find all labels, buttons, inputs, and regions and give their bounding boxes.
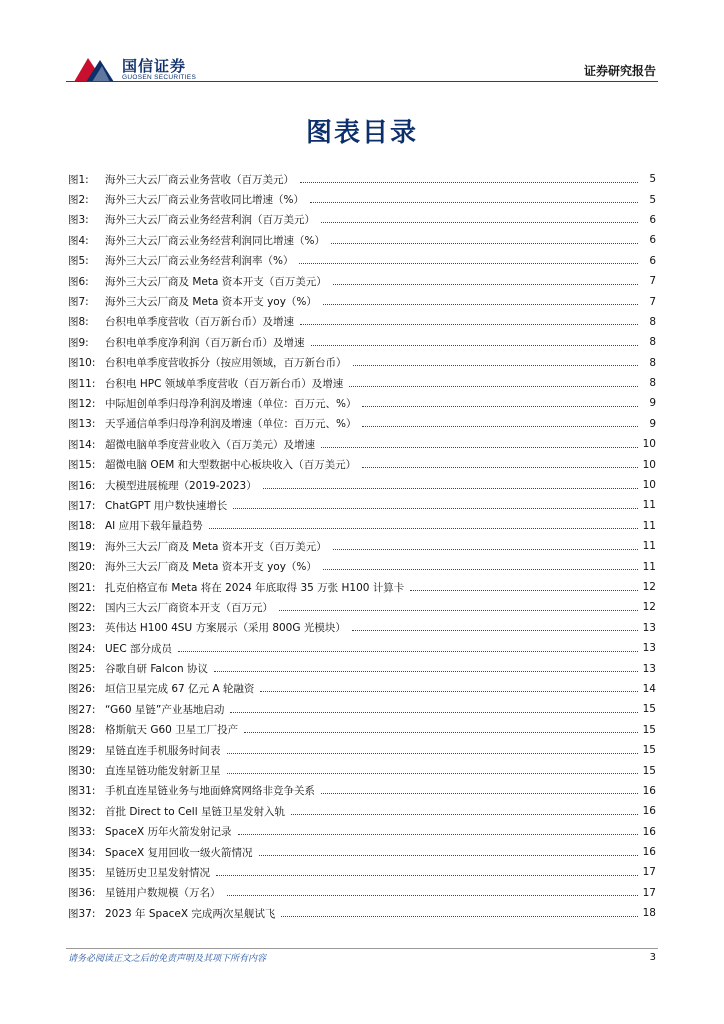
toc-dot-leader — [323, 569, 638, 570]
toc-dot-leader — [321, 793, 638, 794]
toc-entry[interactable] — [68, 353, 656, 373]
toc-entry-page: 10 — [642, 458, 656, 471]
toc-entry-title: 海外三大云厂商云业务经营利润率（%） — [105, 255, 294, 268]
toc-dot-leader — [323, 304, 638, 305]
toc-entry-page: 15 — [642, 744, 656, 757]
toc-entry[interactable] — [68, 189, 656, 209]
toc-entry[interactable] — [68, 271, 656, 291]
toc-entry[interactable] — [68, 842, 656, 862]
toc-entry-number: 图11: — [68, 377, 96, 390]
toc-entry-page: 16 — [642, 784, 656, 797]
toc-entry-number: 图27: — [68, 703, 96, 716]
toc-entry[interactable] — [68, 679, 656, 699]
toc-entry-page: 6 — [649, 254, 656, 267]
toc-dot-leader — [353, 365, 639, 366]
toc-entry-number: 图8: — [68, 316, 89, 329]
toc-entry-number: 图1: — [68, 173, 89, 186]
toc-dot-leader — [263, 488, 638, 489]
toc-entry-page: 13 — [642, 642, 656, 655]
toc-entry-page: 13 — [642, 662, 656, 675]
toc-entry-page: 16 — [642, 805, 656, 818]
toc-entry-title: 中际旭创单季归母净利润及增速（单位：百万元、%） — [105, 397, 357, 410]
toc-entry-number: 图16: — [68, 479, 96, 492]
toc-entry-number: 图2: — [68, 194, 89, 207]
toc-entry[interactable] — [68, 638, 656, 658]
toc-entry-number: 图12: — [68, 397, 96, 410]
toc-entry[interactable] — [68, 495, 656, 515]
toc-entry-title: 超微电脑单季度营业收入（百万美元）及增速 — [105, 438, 315, 451]
toc-entry[interactable] — [68, 210, 656, 230]
toc-entry-page: 8 — [649, 315, 656, 328]
toc-entry-title: 星链历史卫星发射情况 — [105, 866, 210, 879]
toc-entry-title: 海外三大云厂商云业务营收（百万美元） — [105, 173, 294, 186]
toc-entry-number: 图5: — [68, 255, 89, 268]
toc-dot-leader — [299, 263, 638, 264]
toc-entry-page: 10 — [642, 438, 656, 451]
toc-entry-page: 12 — [642, 601, 656, 614]
toc-dot-leader — [227, 895, 639, 896]
figure-toc-list — [68, 169, 656, 923]
toc-entry-number: 图7: — [68, 296, 89, 309]
toc-dot-leader — [216, 875, 638, 876]
report-type-label: 证券研究报告 — [583, 64, 656, 78]
toc-entry-number: 图18: — [68, 520, 96, 533]
page-header — [0, 0, 724, 90]
toc-dot-leader — [238, 834, 638, 835]
toc-dot-leader — [362, 467, 638, 468]
footer-divider — [66, 948, 658, 949]
toc-entry[interactable] — [68, 903, 656, 923]
toc-dot-leader — [178, 651, 638, 652]
toc-dot-leader — [410, 590, 638, 591]
toc-entry[interactable] — [68, 822, 656, 842]
toc-entry-page: 5 — [649, 173, 656, 186]
toc-entry-number: 图13: — [68, 418, 96, 431]
toc-entry-number: 图20: — [68, 561, 96, 574]
toc-dot-leader — [230, 712, 638, 713]
toc-dot-leader — [244, 732, 638, 733]
toc-entry-page: 11 — [642, 519, 656, 532]
toc-dot-leader — [227, 753, 639, 754]
toc-entry-title: ChatGPT 用户数快速增长 — [105, 499, 228, 512]
toc-entry[interactable] — [68, 577, 656, 597]
toc-entry-title: UEC 部分成员 — [105, 642, 172, 655]
toc-entry-number: 图33: — [68, 826, 96, 839]
toc-dot-leader — [279, 610, 638, 611]
toc-entry[interactable] — [68, 454, 656, 474]
toc-entry-number: 图19: — [68, 540, 96, 553]
toc-entry-title: SpaceX 复用回收一级火箭情况 — [105, 846, 253, 859]
toc-dot-leader — [352, 630, 638, 631]
toc-entry-title: SpaceX 历年火箭发射记录 — [105, 826, 232, 839]
toc-entry-page: 12 — [642, 581, 656, 593]
toc-entry-title: 海外三大云厂商及 Meta 资本开支 yoy（%） — [105, 296, 317, 309]
toc-entry[interactable] — [68, 373, 656, 393]
toc-entry-page: 7 — [649, 275, 656, 288]
toc-dot-leader — [259, 855, 638, 856]
toc-entry-page: 16 — [642, 846, 656, 859]
toc-entry-number: 图34: — [68, 846, 96, 859]
toc-dot-leader — [362, 406, 638, 407]
toc-entry-page: 9 — [649, 417, 656, 430]
toc-entry-title: 海外三大云厂商及 Meta 资本开支（百万美元） — [105, 275, 327, 288]
toc-entry[interactable] — [68, 781, 656, 801]
header-divider — [66, 81, 658, 82]
toc-entry-number: 图36: — [68, 887, 96, 900]
toc-entry-page: 6 — [649, 234, 656, 247]
toc-entry-title: 国内三大云厂商资本开支（百万元） — [105, 601, 273, 614]
toc-entry[interactable] — [68, 312, 656, 332]
toc-entry-page: 15 — [642, 723, 656, 736]
toc-entry-page: 9 — [649, 397, 656, 410]
toc-entry-title: 台积电单季度营收（百万新台币）及增速 — [105, 316, 294, 329]
toc-entry-number: 图3: — [68, 214, 89, 227]
toc-entry-title: 天孚通信单季归母净利润及增速（单位：百万元、%） — [105, 418, 357, 431]
toc-dot-leader — [333, 549, 638, 550]
toc-entry-page: 8 — [649, 336, 656, 349]
toc-entry-page: 15 — [642, 703, 656, 716]
toc-entry-number: 图24: — [68, 642, 96, 655]
toc-entry-title: 海外三大云厂商及 Meta 资本开支（百万美元） — [105, 540, 327, 553]
toc-dot-leader — [209, 528, 638, 529]
toc-entry[interactable] — [68, 475, 656, 495]
toc-entry-page: 11 — [642, 560, 656, 573]
toc-entry-number: 图14: — [68, 438, 96, 451]
logo-text-cn: 国信证券 — [122, 57, 187, 75]
toc-entry-number: 图10: — [68, 357, 96, 370]
page-title: 图表目录 — [305, 118, 418, 148]
toc-entry[interactable] — [68, 699, 656, 719]
toc-entry-page: 14 — [642, 682, 656, 695]
toc-entry-title: 2023 年 SpaceX 完成两次星舰试飞 — [105, 907, 276, 920]
toc-entry-title: “G60 星链”产业基地启动 — [105, 703, 225, 716]
toc-dot-leader — [321, 447, 638, 448]
toc-entry-title: 星链用户数规模（万名） — [105, 887, 221, 900]
toc-entry-number: 图22: — [68, 601, 96, 614]
toc-entry[interactable] — [68, 801, 656, 821]
toc-dot-leader — [311, 345, 639, 346]
toc-entry-page: 11 — [642, 499, 656, 512]
toc-entry[interactable] — [68, 883, 656, 903]
toc-entry[interactable] — [68, 862, 656, 882]
toc-entry-title: AI 应用下载年量趋势 — [105, 520, 203, 533]
toc-entry-number: 图25: — [68, 663, 96, 676]
toc-entry-title: 谷歌自研 Falcon 协议 — [105, 663, 208, 676]
toc-entry-number: 图30: — [68, 765, 96, 778]
toc-entry-title: 台积电单季度营收拆分（按应用领域，百万新台币） — [105, 357, 347, 370]
toc-entry-number: 图21: — [68, 581, 96, 594]
toc-entry-title: 台积电 HPC 领域单季度营收（百万新台币）及增速 — [105, 377, 344, 390]
toc-entry[interactable] — [68, 760, 656, 780]
toc-dot-leader — [362, 426, 638, 427]
toc-entry[interactable] — [68, 230, 656, 250]
toc-entry-title: 扎克伯格宣布 Meta 将在 2024 年底取得 35 万张 H100 计算卡 — [105, 581, 405, 594]
toc-entry-title: 直连星链功能发射新卫星 — [105, 765, 221, 778]
toc-entry[interactable] — [68, 556, 656, 576]
toc-entry[interactable] — [68, 720, 656, 740]
toc-entry-number: 图4: — [68, 234, 89, 247]
toc-entry-number: 图9: — [68, 336, 89, 349]
toc-entry-number: 图31: — [68, 785, 96, 798]
toc-entry-number: 图35: — [68, 866, 96, 879]
toc-entry-page: 15 — [642, 764, 656, 777]
toc-entry-title: 垣信卫星完成 67 亿元 A 轮融资 — [105, 683, 255, 696]
toc-entry-number: 图6: — [68, 275, 89, 288]
toc-dot-leader — [260, 691, 638, 692]
toc-entry-title: 手机直连星链业务与地面蜂窝网络非竞争关系 — [105, 785, 315, 798]
toc-entry-number: 图15: — [68, 459, 96, 472]
toc-entry-page: 8 — [649, 377, 656, 390]
toc-entry-title: 海外三大云厂商及 Meta 资本开支 yoy（%） — [105, 561, 317, 574]
toc-entry-title: 格斯航天 G60 卫星工厂投产 — [105, 724, 239, 737]
toc-dot-leader — [291, 814, 638, 815]
toc-entry-title: 英伟达 H100 4SU 方案展示（采用 800G 光模块） — [105, 622, 346, 635]
toc-entry-number: 图28: — [68, 724, 96, 737]
toc-entry-number: 图29: — [68, 744, 96, 757]
page-number: 3 — [649, 952, 656, 963]
toc-entry-number: 图17: — [68, 499, 96, 512]
toc-entry-title: 首批 Direct to Cell 星链卫星发射入轨 — [105, 805, 285, 818]
toc-entry-page: 17 — [642, 886, 656, 899]
toc-entry-number: 图37: — [68, 907, 96, 920]
toc-entry-page: 11 — [642, 540, 656, 553]
toc-dot-leader — [227, 773, 639, 774]
toc-entry[interactable] — [68, 169, 656, 189]
toc-dot-leader — [333, 284, 638, 285]
toc-entry[interactable] — [68, 740, 656, 760]
toc-entry[interactable] — [68, 658, 656, 678]
toc-entry-page: 7 — [649, 295, 656, 308]
toc-entry-title: 海外三大云厂商云业务经营利润同比增速（%） — [105, 234, 325, 247]
toc-dot-leader — [300, 182, 638, 183]
toc-entry-page: 5 — [649, 193, 656, 206]
toc-entry[interactable] — [68, 618, 656, 638]
toc-entry-title: 海外三大云厂商云业务营收同比增速（%） — [105, 194, 304, 207]
toc-entry-number: 图23: — [68, 622, 96, 635]
toc-dot-leader — [331, 243, 638, 244]
toc-entry[interactable] — [68, 536, 656, 556]
toc-dot-leader — [349, 386, 638, 387]
toc-entry[interactable] — [68, 332, 656, 352]
toc-entry-page: 6 — [649, 213, 656, 226]
toc-dot-leader — [310, 202, 638, 203]
toc-entry-title: 大模型进展梳理（2019-2023） — [105, 479, 257, 492]
toc-entry-page: 18 — [642, 907, 656, 920]
toc-dot-leader — [214, 671, 638, 672]
toc-entry[interactable] — [68, 291, 656, 311]
toc-entry-page: 16 — [642, 825, 656, 838]
footer-disclaimer: 请务必阅读正文之后的免责声明及其项下所有内容 — [68, 954, 267, 964]
toc-entry[interactable] — [68, 597, 656, 617]
toc-entry-title: 星链直连手机服务时间表 — [105, 744, 221, 757]
toc-entry-title: 台积电单季度净利润（百万新台币）及增速 — [105, 336, 305, 349]
toc-entry-page: 17 — [642, 866, 656, 879]
toc-dot-leader — [321, 222, 638, 223]
toc-dot-leader — [300, 324, 638, 325]
logo-text-en: GUOSEN SECURITIES — [122, 74, 197, 81]
toc-entry-title: 海外三大云厂商云业务经营利润（百万美元） — [105, 214, 315, 227]
toc-dot-leader — [233, 508, 638, 509]
toc-entry-number: 图32: — [68, 805, 96, 818]
toc-entry[interactable] — [68, 414, 656, 434]
toc-entry-title: 超微电脑 OEM 和大型数据中心板块收入（百万美元） — [105, 459, 357, 472]
toc-dot-leader — [281, 916, 638, 917]
toc-entry-page: 10 — [642, 479, 656, 492]
toc-entry[interactable] — [68, 251, 656, 271]
toc-entry-page: 13 — [642, 621, 656, 634]
toc-entry[interactable] — [68, 516, 656, 536]
toc-entry[interactable] — [68, 434, 656, 454]
toc-entry-number: 图26: — [68, 683, 96, 696]
toc-entry[interactable] — [68, 393, 656, 413]
toc-entry-page: 8 — [649, 356, 656, 369]
